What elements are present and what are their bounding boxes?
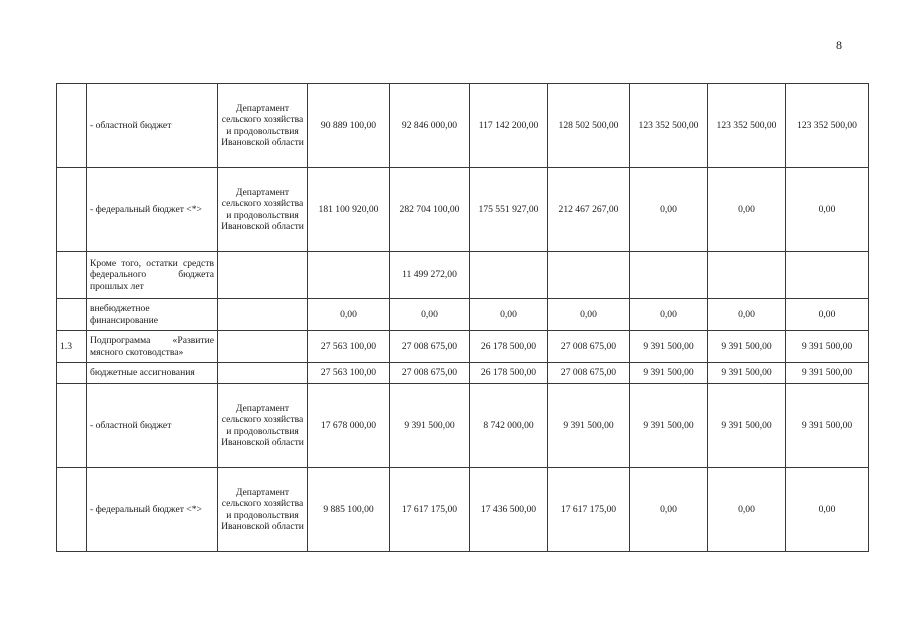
value-cell: 17 617 175,00 (390, 468, 470, 552)
row-number-cell (57, 84, 87, 168)
value-cell: 0,00 (548, 299, 630, 331)
table-row (57, 168, 869, 252)
value-cell: 0,00 (470, 299, 548, 331)
value-cell: 92 846 000,00 (390, 84, 470, 168)
row-name-cell: - федеральный бюджет <*> (87, 468, 218, 552)
value-cell: 9 391 500,00 (786, 384, 869, 468)
row-number-cell: 1.3 (57, 331, 87, 363)
value-cell: 11 499 272,00 (390, 252, 470, 299)
row-executor-cell: Департамент сельского хозяйства и продовольствия Ивановской области (218, 84, 308, 168)
row-executor-cell (218, 252, 308, 299)
value-cell: 128 502 500,00 (548, 84, 630, 168)
row-number-cell (57, 252, 87, 299)
value-cell: 27 008 675,00 (548, 331, 630, 363)
value-cell: 9 391 500,00 (708, 331, 786, 363)
value-cell: 0,00 (390, 299, 470, 331)
value-cell: 9 391 500,00 (630, 384, 708, 468)
value-cell: 123 352 500,00 (630, 84, 708, 168)
value-cell: 0,00 (630, 299, 708, 331)
value-cell: 9 391 500,00 (630, 363, 708, 384)
value-cell: 9 885 100,00 (308, 468, 390, 552)
row-executor-cell: Департамент сельского хозяйства и продовольствия Ивановской области (218, 168, 308, 252)
row-executor-cell (218, 331, 308, 363)
value-cell (708, 252, 786, 299)
value-cell: 27 008 675,00 (390, 363, 470, 384)
value-cell: 9 391 500,00 (708, 384, 786, 468)
value-cell: 17 678 000,00 (308, 384, 390, 468)
row-number-cell (57, 468, 87, 552)
value-cell: 26 178 500,00 (470, 331, 548, 363)
table-row (57, 331, 869, 363)
value-cell: 27 563 100,00 (308, 363, 390, 384)
table-row (57, 299, 869, 331)
value-cell: 282 704 100,00 (390, 168, 470, 252)
row-name-cell: Подпрограмма «Развитие мясного скотоводства» (87, 331, 218, 363)
row-number-cell (57, 168, 87, 252)
value-cell: 9 391 500,00 (548, 384, 630, 468)
row-name-cell: - областной бюджет (87, 84, 218, 168)
value-cell: 0,00 (786, 468, 869, 552)
value-cell: 17 617 175,00 (548, 468, 630, 552)
value-cell: 17 436 500,00 (470, 468, 548, 552)
value-cell: 8 742 000,00 (470, 384, 548, 468)
row-name-cell: внебюджетное финансирование (87, 299, 218, 331)
table-row (57, 363, 869, 384)
value-cell: 26 178 500,00 (470, 363, 548, 384)
row-executor-cell: Департамент сельского хозяйства и продовольствия Ивановской области (218, 468, 308, 552)
value-cell: 175 551 927,00 (470, 168, 548, 252)
row-number-cell (57, 299, 87, 331)
value-cell: 90 889 100,00 (308, 84, 390, 168)
value-cell: 117 142 200,00 (470, 84, 548, 168)
value-cell: 0,00 (786, 299, 869, 331)
row-number-cell (57, 384, 87, 468)
value-cell: 9 391 500,00 (390, 384, 470, 468)
value-cell: 27 563 100,00 (308, 331, 390, 363)
table-row (57, 384, 869, 468)
value-cell: 27 008 675,00 (548, 363, 630, 384)
value-cell: 0,00 (786, 168, 869, 252)
value-cell: 123 352 500,00 (786, 84, 869, 168)
value-cell: 0,00 (308, 299, 390, 331)
row-name-cell: бюджетные ассигнования (87, 363, 218, 384)
value-cell (470, 252, 548, 299)
value-cell (308, 252, 390, 299)
value-cell: 9 391 500,00 (630, 331, 708, 363)
table-row (57, 84, 869, 168)
value-cell: 27 008 675,00 (390, 331, 470, 363)
value-cell (630, 252, 708, 299)
value-cell (786, 252, 869, 299)
row-executor-cell (218, 363, 308, 384)
value-cell: 0,00 (708, 299, 786, 331)
table-row (57, 252, 869, 299)
budget-table (56, 83, 869, 552)
value-cell (548, 252, 630, 299)
row-name-cell: Кроме того, остатки средств федерального бюджета прошлых лет (87, 252, 218, 299)
table-row (57, 468, 869, 552)
row-name-cell: - областной бюджет (87, 384, 218, 468)
value-cell: 181 100 920,00 (308, 168, 390, 252)
value-cell: 9 391 500,00 (786, 363, 869, 384)
row-name-cell: - федеральный бюджет <*> (87, 168, 218, 252)
row-executor-cell (218, 299, 308, 331)
row-number-cell (57, 363, 87, 384)
value-cell: 0,00 (708, 468, 786, 552)
value-cell: 0,00 (708, 168, 786, 252)
value-cell: 9 391 500,00 (786, 331, 869, 363)
value-cell: 9 391 500,00 (708, 363, 786, 384)
value-cell: 123 352 500,00 (708, 84, 786, 168)
page-number: 8 (836, 38, 842, 52)
value-cell: 0,00 (630, 168, 708, 252)
value-cell: 0,00 (630, 468, 708, 552)
row-executor-cell: Департамент сельского хозяйства и продовольствия Ивановской области (218, 384, 308, 468)
value-cell: 212 467 267,00 (548, 168, 630, 252)
